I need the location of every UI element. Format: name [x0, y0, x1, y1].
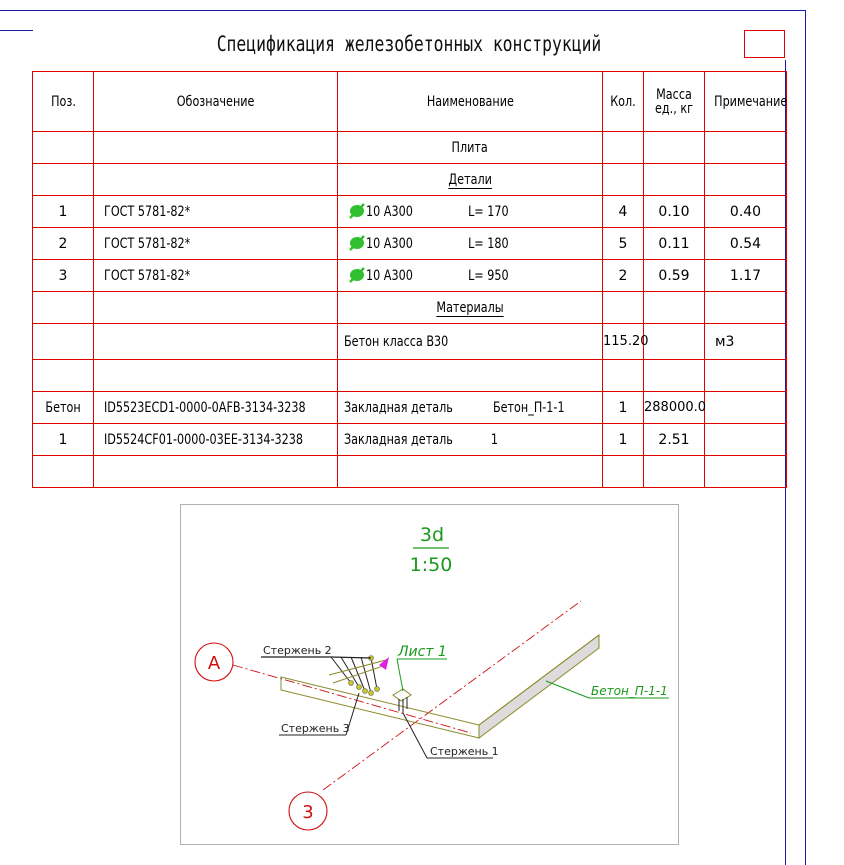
- row2-note: 0.54: [705, 228, 787, 260]
- row3-note: 1.17: [705, 260, 787, 292]
- row1-designation: ГОСТ 5781-82*: [94, 196, 338, 228]
- section-details: Детали: [338, 164, 603, 196]
- selection-marker: [379, 657, 389, 670]
- table-row[interactable]: [33, 228, 787, 260]
- embed1-qty: 1: [603, 392, 644, 424]
- section-plate: Плита: [338, 132, 603, 164]
- table-row[interactable]: [33, 132, 787, 164]
- embed1-designation: ID5523ECD1-0000-0AFB-3134-3238: [94, 392, 338, 424]
- row2-qty: 5: [603, 228, 644, 260]
- header-name: Наименование: [338, 72, 603, 132]
- slab-side-face: [479, 635, 599, 738]
- header-pos: Поз.: [33, 72, 94, 132]
- leader-sheet: [397, 659, 403, 691]
- axis-3-label: 3: [302, 802, 314, 823]
- row3-pos: 3: [33, 260, 94, 292]
- row1-pos: 1: [33, 196, 94, 228]
- stamp-box[interactable]: [744, 30, 785, 58]
- 3d-view-drawing: [181, 505, 680, 846]
- rebar-diameter-icon: [348, 267, 366, 283]
- spec-title: Спецификация железобетонных конструкций: [216, 32, 602, 56]
- concrete-note: м3: [705, 324, 787, 360]
- slab-top-edge: [479, 635, 599, 725]
- table-header-row: [33, 72, 787, 132]
- embed2-designation: ID5524CF01-0000-03EE-3134-3238: [94, 424, 338, 456]
- view-scale: 1:50: [409, 554, 453, 576]
- rebar-diameter-icon: [348, 235, 366, 251]
- label-rod1: Стержень 1: [430, 745, 499, 758]
- row3-qty: 2: [603, 260, 644, 292]
- table-row[interactable]: [33, 324, 787, 360]
- row1-qty: 4: [603, 196, 644, 228]
- embed2-pos: 1: [33, 424, 94, 456]
- label-sheet: Лист 1: [398, 644, 447, 660]
- embed1-pos: Бетон: [33, 392, 94, 424]
- table-row[interactable]: [33, 456, 787, 488]
- row3-designation: ГОСТ 5781-82*: [94, 260, 338, 292]
- embed1-name: Закладная деталь Бетон_П-1-1: [338, 392, 603, 424]
- sheet-frame-right: [805, 10, 806, 865]
- table-row[interactable]: [33, 392, 787, 424]
- axis-a-label: А: [207, 653, 221, 674]
- table-row[interactable]: [33, 196, 787, 228]
- row2-name: 10 А300 L= 180: [338, 228, 603, 260]
- row2-designation: ГОСТ 5781-82*: [94, 228, 338, 260]
- label-rod2: Стержень 2: [263, 644, 332, 657]
- sheet-frame-top: [0, 10, 805, 11]
- row1-note: 0.40: [705, 196, 787, 228]
- row1-name: 10 А300 L= 170: [338, 196, 603, 228]
- row2-mass: 0.11: [644, 228, 705, 260]
- embed2-name: Закладная деталь 1: [338, 424, 603, 456]
- embed2-qty: 1: [603, 424, 644, 456]
- table-row[interactable]: [33, 260, 787, 292]
- 3d-viewport[interactable]: [180, 504, 679, 845]
- leader-slab: [546, 681, 589, 698]
- row3-name: 10 А300 L= 950: [338, 260, 603, 292]
- grid-axis-3-line: [323, 601, 581, 790]
- header-qty: Кол.: [603, 72, 644, 132]
- section-materials: Материалы: [338, 292, 603, 324]
- header-mass: Масса ед., кг: [644, 72, 705, 132]
- rebar-diameter-icon: [348, 203, 366, 219]
- header-note: Примечание: [705, 72, 787, 132]
- concrete-name: Бетон класса В30: [338, 324, 603, 360]
- view-label: 3d: [419, 524, 445, 546]
- embed1-mass: 288000.0: [644, 392, 705, 424]
- row3-mass: 0.59: [644, 260, 705, 292]
- table-row[interactable]: [33, 292, 787, 324]
- embed2-mass: 2.51: [644, 424, 705, 456]
- sheet-frame-left: [0, 30, 33, 31]
- table-row[interactable]: [33, 424, 787, 456]
- header-designation: Обозначение: [94, 72, 338, 132]
- table-row[interactable]: [33, 164, 787, 196]
- row2-pos: 2: [33, 228, 94, 260]
- label-rod3: Стержень 3: [281, 722, 350, 735]
- embedded-plate: [393, 689, 411, 701]
- label-slab: Бетон_П-1-1: [591, 684, 668, 698]
- concrete-qty: 115.20: [603, 324, 644, 360]
- table-row[interactable]: [33, 360, 787, 392]
- row1-mass: 0.10: [644, 196, 705, 228]
- specification-table[interactable]: [32, 71, 787, 488]
